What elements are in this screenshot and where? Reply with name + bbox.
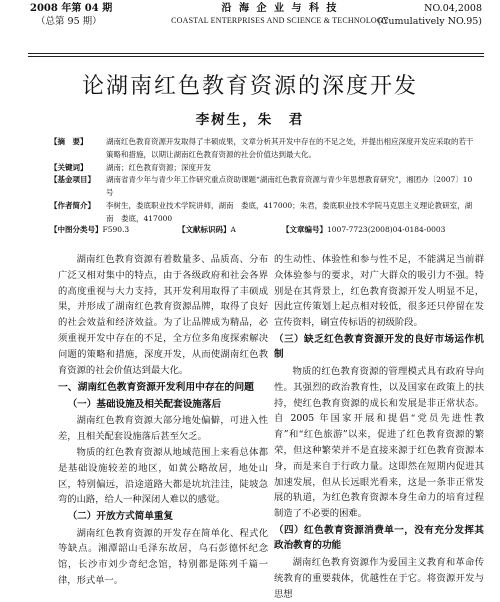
keywords-text: 湖南；红色教育资源；深度开发 <box>106 162 211 172</box>
paragraph: 湖南红色教育资源的开发存在简单化、程式化等缺点。湘潭韶山毛泽东故居，乌石彭德怀纪念馆，长沙市刘少奇纪念馆，特别都是陈列千篇一律，形式单一。 <box>58 527 268 587</box>
fund-text: 湖南省青少年与青少年工作研究重点资助课题“湖南红色教育资源与青少年思想教育研究”，湘团办〔2007〕10 号 <box>106 175 473 198</box>
author-bio-row <box>50 200 478 226</box>
author-bio-label: 【 作者简介 】 <box>50 200 95 213</box>
journal-name-cn: 沿 海 企 业 与 科 技 <box>221 3 339 14</box>
cumulative-number-cn: （总第 95 期） <box>36 16 102 27</box>
paragraph: 物质的红色教育资源的管理模式具有政府导向性。其强烈的政治教育性，以及国家在政策上的扶持，使红色教育资源的成长和发展是非正常状态。自 2005 年国家开展和提倡“党员先进性教育”和“红色旅游”以来，促进了红色教育资源的繁荣，但这种繁荣并不是直接来源于红色教育资源本身，而是来自于行政力量。这即然在短期内促进其加速发展，但从长远眼光看来，这是一条非正常发展的轨道，为红色教育资源本身生命力的培育过程制造了不必要的困难。 <box>274 365 484 520</box>
author-bio-text: 李树生，娄底职业技术学院讲师，湖南 娄底，417000；朱君，娄底职业技术学院马克思主义理论教研室，湖南 娄底，417000 <box>106 200 473 223</box>
header-rule-thick <box>28 53 484 54</box>
clc-label: 【中图分类号】 <box>50 225 103 234</box>
fund-label: 【 基金项目 】 <box>50 174 95 187</box>
body-column-right <box>274 252 484 602</box>
header-rule-thin <box>28 56 484 57</box>
journal-name-en: COASTAL ENTERPRISES AND SCIENCE & TECHNOLOGY <box>171 16 389 25</box>
subsection-heading: （二）开放方式简单重复 <box>67 511 174 523</box>
subsection-heading: （四）红色教育资源消费单一，没有充分发挥其政治教育的功能 <box>274 524 484 552</box>
clc-group <box>50 224 129 235</box>
subsection-heading: （一）基础设施及相关配套设施落后 <box>67 398 222 410</box>
issue-number-en: NO.04,2008 <box>424 3 482 14</box>
abstract-text: 湖南红色教育资源开发取得了丰硕成果，文章分析其开发中存在的不足之处，并提出相应深度开发应采取的若干策略和措施，以期让湖南红色教育资源的社会价值达到最大化。 <box>106 137 474 159</box>
abstract-label: 【 摘 要 】 <box>50 136 88 149</box>
issue-number-cn: 2008 年第 04 期 <box>30 3 113 14</box>
paragraph: 物质的红色教育资源从地域范围上来看总体都是基础设施较差的地区，如黄公略故居，地处山区，特别偏远，沿途道路大都是坑坑洼洼，陡坡急弯的山路，给人一种深闭人难以的感觉。 <box>58 446 268 506</box>
fund-row <box>50 174 478 200</box>
paragraph: 湖南红色教育资源作为爱国主义教育和革命传统教育的重要载体，优越性在于它。将资源开发与思想 <box>274 556 484 600</box>
keywords-label: 【 关键词 】 <box>50 162 88 175</box>
section-heading: 一、湖南红色教育资源开发利用中存在的问题 <box>58 382 254 394</box>
clc-value: F590.3 <box>102 225 130 234</box>
issue-info-cn <box>30 2 112 28</box>
subsection-heading: （三）缺乏红色教育资源开发的良好市场运作机制 <box>274 333 484 361</box>
article-authors: 李树生，朱 君 <box>195 112 305 128</box>
paragraph: 湖南红色教育资源大部分地处偏僻，可进入性差，且相关配套设施落后甚至欠乏。 <box>58 415 268 443</box>
doc-code-group <box>178 224 236 235</box>
paragraph: 湖南红色教育资源有着数量多、品质高、分布广泛又相对集中的特点，由于各级政府和社会各界的高度重视与大力支持，其开发利用取得了丰硕成果，并形成了湖南红色教育资源品牌，取得了良好的社会效益和经济效益。为了让品牌成为精品，必须重视开发中存在的不足，全方位多角度探索解决问题的策略和措施，深度开发，从而使湖南红色教育资源的社会价值达到最大化。 <box>58 254 268 376</box>
cumulative-number-en: (Cumulatively NO.95) <box>377 16 482 27</box>
article-title: 论湖南红色教育资源的深度开发 <box>81 74 418 99</box>
abstract-row <box>50 136 478 162</box>
article-number-value: 1007-7723(2008)04-0184-0003 <box>327 225 446 234</box>
issue-info-en <box>377 2 482 28</box>
keywords-row <box>50 162 478 175</box>
body-column-left <box>58 252 268 589</box>
doc-code-value: A <box>230 225 236 234</box>
classification-ids <box>50 224 478 237</box>
paragraph: 的生动性、体验性和参与性不足，不能满足当前群众体验参与的要求，对广大群众的吸引力不强。特别是在其背景上，红色教育资源开发人明显不足，因此宣传策划上起点相对较低，很多还只停留在发宣传资料，刷宣传标语的初级阶段。 <box>274 254 484 329</box>
doc-code-label: 【文献标识码】 <box>178 225 231 234</box>
article-number-label: 【文章编号】 <box>282 225 327 234</box>
journal-header <box>30 2 482 52</box>
article-meta <box>50 136 478 226</box>
article-number-group <box>282 224 445 235</box>
